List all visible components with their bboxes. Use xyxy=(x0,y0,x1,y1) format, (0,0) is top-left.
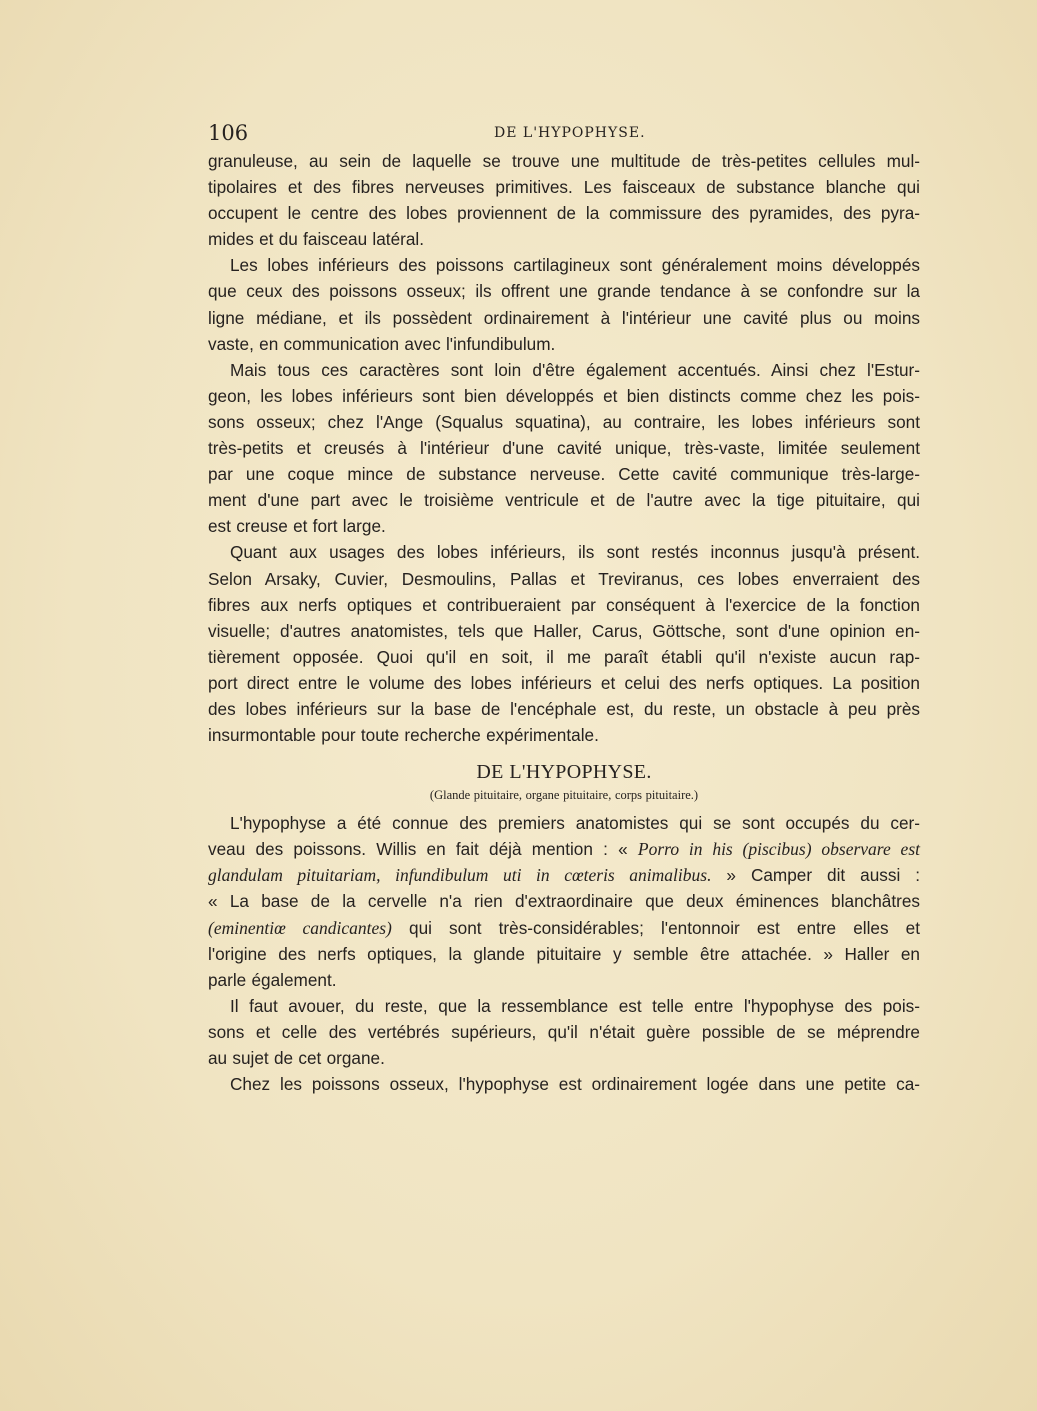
text-line: granuleuse, au sein de laquelle se trouve une multitude de très-petites cellules mul- xyxy=(208,151,920,171)
text-fragment: qui sont très-considérables; l'entonnoir est entre elles et xyxy=(391,917,920,938)
text-line: que ceux des poissons osseux; ils offrent une grande tendance à se confondre sur la xyxy=(208,281,920,302)
text-line: ligne médiane, et ils possèdent ordinairement à l'intérieur une cavité plus ou moins xyxy=(208,307,920,328)
text-line: occupent le centre des lobes proviennent de la commissure des pyramides, des pyra- xyxy=(208,203,920,224)
paragraph xyxy=(208,148,920,252)
text-fragment: veau des poissons. Willis en fait déjà mention : « xyxy=(208,839,638,860)
body-text xyxy=(208,148,920,1097)
page-number: 106 xyxy=(208,121,249,145)
text-line: sons osseux; chez l'Ange (Squalus squatina), au contraire, les lobes inférieurs sont xyxy=(208,411,920,432)
text-line: au sujet de cet organe. xyxy=(208,1048,385,1068)
latin-quote: glandulam pituitariam, infundibulum uti in cœteris animalibus. xyxy=(208,865,712,886)
section-title: DE L'HYPOPHYSE. xyxy=(476,761,652,784)
paragraph xyxy=(208,539,920,748)
section-subtitle: (Glande pituitaire, organe pituitaire, corps pituitaire.) xyxy=(429,788,699,803)
text-line: ment d'une part avec le troisième ventricule et de l'autre avec la tige pituitaire, qui xyxy=(208,490,920,511)
paragraph xyxy=(208,810,920,993)
text-line: par une coque mince de substance nerveuse. Cette cavité communique très-large- xyxy=(208,464,920,485)
text-line: est creuse et fort large. xyxy=(208,516,386,537)
book-page xyxy=(208,118,920,1097)
text-line: parle également. xyxy=(208,969,337,990)
text-line: insurmontable pour toute recherche expérimentale. xyxy=(208,725,599,746)
text-line: mides et du faisceau latéral. xyxy=(208,229,425,250)
text-line: geon, les lobes inférieurs sont bien développés et bien distincts comme chez les pois- xyxy=(208,385,920,406)
text-line xyxy=(208,915,920,941)
paragraph xyxy=(208,1071,920,1097)
text-line: Il faut avouer, du reste, que la ressemblance est telle entre l'hypophyse des pois- xyxy=(230,995,920,1016)
latin-term: (eminentiœ candicantes) xyxy=(208,917,392,938)
text-line: L'hypophyse a été connue des premiers anatomistes qui se sont occupés du cer- xyxy=(230,813,920,834)
running-title: DE L'HYPOPHYSE. xyxy=(494,125,646,141)
text-line: « La base de la cervelle n'a rien d'extraordinaire que deux éminences blanchâtres xyxy=(208,891,920,912)
text-line xyxy=(208,862,920,888)
text-line: Chez les poissons osseux, l'hypophyse est ordinairement logée dans une petite ca- xyxy=(230,1074,920,1095)
running-head xyxy=(208,118,920,148)
text-line: Les lobes inférieurs des poissons cartilagineux sont généralement moins développés xyxy=(230,255,920,276)
latin-quote: Porro in his (piscibus) observare est xyxy=(637,839,920,860)
text-line: vaste, en communication avec l'infundibulum. xyxy=(208,333,556,354)
paragraph xyxy=(208,252,920,356)
text-line: sons et celle des vertébrés supérieurs, qu'il n'était guère possible de se méprendre xyxy=(208,1021,920,1042)
text-line: Selon Arsaky, Cuvier, Desmoulins, Pallas et Treviranus, ces lobes enverraient des xyxy=(208,568,920,589)
text-line: port direct entre le volume des lobes inférieurs et celui des nerfs optiques. La position xyxy=(208,672,920,693)
paragraph xyxy=(208,357,920,540)
text-line xyxy=(208,836,920,862)
text-line: tipolaires et des fibres nerveuses primitives. Les faisceaux de substance blanche qui xyxy=(208,177,920,198)
text-line: Quant aux usages des lobes inférieurs, ils sont restés inconnus jusqu'à présent. xyxy=(230,542,920,563)
text-line: visuelle; d'autres anatomistes, tels que Haller, Carus, Göttsche, sont d'une opinion en- xyxy=(208,620,920,641)
text-line: très-petits et creusés à l'intérieur d'une cavité unique, très-vaste, limitée seulement xyxy=(208,438,920,459)
paragraph xyxy=(208,993,920,1071)
text-fragment: » Camper dit aussi : xyxy=(711,865,920,886)
text-line: l'origine des nerfs optiques, la glande pituitaire y semble être attachée. » Haller en xyxy=(208,943,920,964)
text-line: tièrement opposée. Quoi qu'il en soit, il me paraît établi qu'il n'existe aucun rap- xyxy=(208,646,920,667)
text-line: des lobes inférieurs sur la base de l'encéphale est, du reste, un obstacle à peu près xyxy=(208,698,920,719)
text-line: Mais tous ces caractères sont loin d'être également accentués. Ainsi chez l'Estur- xyxy=(230,359,920,380)
text-line: fibres aux nerfs optiques et contribueraient par conséquent à l'exercice de la fonction xyxy=(208,594,920,615)
